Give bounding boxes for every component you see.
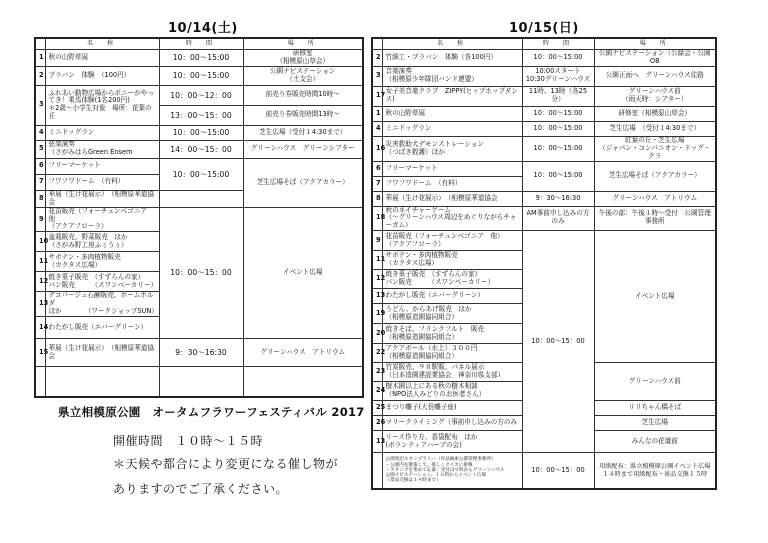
event-place: グリーンハウス前 xyxy=(594,363,716,401)
event-time: 10：00～15:00 xyxy=(522,50,594,67)
table-row xyxy=(35,207,363,232)
event-time xyxy=(159,190,243,207)
event-place: 公園ナビステーション （土支会） xyxy=(243,66,363,85)
event-name: 公園周辺スタンプラリー（作品検索公園管理事務所） ・公園内を散策して、楽しくクイズに挑戦 ・スタンプを集めて応募：受付は９時からグリーンハウス 公園ナビステーション、１０時からイベント広場 （景品交換は１４時まで） xyxy=(382,453,522,489)
day2-title: 10/15(日) xyxy=(509,21,579,36)
event-name: 焼き菓子販売 （すずらんの家） パン販売 （スワンベーカリー） xyxy=(382,270,522,289)
event-name: 花苗販売（フォーチュンベゴニア 他） （アクアフローラ） xyxy=(382,231,522,251)
row-number xyxy=(372,453,382,489)
event-name: 音楽演奏 （相模原少年隊団バンド連盟） xyxy=(382,66,522,86)
event-time: 10：00～15:00 xyxy=(159,158,243,190)
row-number: 10 xyxy=(35,232,45,252)
row-number: 13 xyxy=(372,431,382,453)
row-number: 9 xyxy=(35,207,45,232)
event-place: みんなの花壇前 xyxy=(594,431,716,453)
event-time: 11時、13時（各25分） xyxy=(522,86,594,106)
event-name: 秋のネイチャーゲーム （～グリーンハウス周辺をめぐりながらチャーガム） xyxy=(382,206,522,231)
table-row xyxy=(35,158,363,174)
table-row xyxy=(372,121,716,136)
row-number: 7 xyxy=(372,176,382,191)
event-time: 10：00～15：00 xyxy=(159,207,243,338)
event-place: 公園正面へ グリーンハウス往路 xyxy=(594,66,716,86)
event-time: 10：00～15:00 xyxy=(522,161,594,191)
table-row xyxy=(372,50,716,67)
row-number: 14 xyxy=(35,317,45,339)
event-place: 研修室 （相模原山草会） xyxy=(243,50,363,67)
change-notice-line1: ＊天候や都合により変更になる催し物が xyxy=(113,457,339,471)
event-name: 樹木園以上にある秋の樹木相談 （NPO法人みどりのお医者さん） xyxy=(382,382,522,401)
event-name: 焼きそば、フランクフルト 販売 （相模原造園協同組合） xyxy=(382,324,522,344)
event-name: ミニドッグラン xyxy=(45,125,159,140)
row-number: 6 xyxy=(35,158,45,174)
row-number: 9 xyxy=(372,231,382,251)
event-name: サボテン・多肉植物販売 （カクタス広場） xyxy=(45,252,159,272)
table-row xyxy=(372,206,716,231)
row-number: 15 xyxy=(35,339,45,367)
event-place: 芝生広場 xyxy=(594,416,716,431)
day1-title: 10/14(土) xyxy=(168,21,238,36)
row-number: 19 xyxy=(372,304,382,324)
table-row xyxy=(35,140,363,158)
row-number: 1 xyxy=(372,106,382,121)
row-number: 4 xyxy=(372,121,382,136)
event-place: 前売り券販売時間10時～ xyxy=(243,85,363,105)
row-number: 20 xyxy=(372,324,382,344)
column-header-place: 場 所 xyxy=(243,38,363,50)
event-time: 10：00～15:00 xyxy=(159,50,243,67)
event-name: 焼き菓子販売 （すずらんの家） パン販売 （スワンベーカリー） xyxy=(45,272,159,292)
row-number: 12 xyxy=(35,272,45,292)
event-name: フリーマーケット xyxy=(382,161,522,176)
event-time: 9：30～16:30 xyxy=(159,339,243,367)
row-number: 4 xyxy=(35,125,45,140)
column-header-place: 場 所 xyxy=(594,38,716,50)
opening-hours: 開催時間 １０時～１５時 xyxy=(113,434,264,448)
event-name: 華展（生け花展示） （相模原華道協会 xyxy=(45,339,159,367)
event-name: 華展（生け花展示） （相模原華道協会 xyxy=(382,191,522,206)
event-name: 秋の山野草展 xyxy=(382,106,522,121)
row-number: 17 xyxy=(372,86,382,106)
table-row xyxy=(372,66,716,86)
event-name: フワフワドーム （有料） xyxy=(382,176,522,191)
table-row xyxy=(35,50,363,67)
row-number: 24 xyxy=(372,382,382,401)
event-place: イベント広場 xyxy=(243,207,363,338)
event-name: わたがし販売（エバーグリーン） xyxy=(382,289,522,304)
column-header-time: 時 間 xyxy=(522,38,594,50)
event-name: 災害救助犬デモンストレーション （つばき救護）ほか xyxy=(382,136,522,161)
festival-title: 県立相模原公園 オータムフラワーフェスティバル 2017 xyxy=(58,405,365,419)
event-place: イベント広場 xyxy=(594,231,716,363)
row-number: 8 xyxy=(372,191,382,206)
schedule-table-day2 xyxy=(371,37,717,490)
event-name: リース作り方、香袋配布 ほか (ボランティアハーブの会) xyxy=(382,431,522,453)
row-number: 18 xyxy=(372,206,382,231)
event-time: 10：00～15:00 xyxy=(159,66,243,85)
event-time: 10:00スタート 10:30グリーンハウス xyxy=(522,66,594,86)
event-place: グリーンハウス前 （雨天時：シアター） xyxy=(594,86,716,106)
event-place: 芝生広場そば（アクアカラー） xyxy=(243,158,363,207)
event-name: 女子美音楽クラブ ZIPPY(ヒップホップダンス) xyxy=(382,86,522,106)
column-header-time: 時 間 xyxy=(159,38,243,50)
event-name: フワフワドーム （有料） xyxy=(45,174,159,190)
event-name: プラバン 体験 （100円） xyxy=(45,66,159,85)
event-time: 13：00～15：00 xyxy=(159,105,243,125)
table-row xyxy=(35,66,363,85)
row-number: 25 xyxy=(372,401,382,416)
event-name: アクアボール（水上）３００円 （相模原造園協同組合） xyxy=(382,344,522,363)
row-number: 12 xyxy=(372,270,382,289)
event-time: 9：30～16:30 xyxy=(522,191,594,206)
event-place: 午後の部：午後１時～受付 公園管理事務所 xyxy=(594,206,716,231)
row-number: 11 xyxy=(372,251,382,270)
row-number: 22 xyxy=(372,344,382,363)
row-number: 13 xyxy=(372,289,382,304)
table-row xyxy=(372,231,716,251)
event-name: うどん、からあげ販売 ほか （相模原造園協同組合） xyxy=(382,304,522,324)
table-row xyxy=(372,191,716,206)
event-name: まつり囃子(大長囃子座) xyxy=(382,401,522,416)
event-name: デコパージュ石鹸販売、ホームホルダ ほか （ワークショップSUN） xyxy=(45,292,159,317)
row-number: 26 xyxy=(372,416,382,431)
event-name: 花苗販売（フォーチュンベゴニア 他 （アクアフローラ） xyxy=(45,207,159,232)
event-place: 用紙配布：県立相模原公園イベント広場 １４時まで用紙配布・景品交換１５時 xyxy=(594,453,716,489)
event-place: グリーンハウス アトリウム xyxy=(594,191,716,206)
table-row-empty xyxy=(35,367,363,397)
column-header-name: 名 称 xyxy=(45,38,159,50)
event-name: ふれあい動物広場からポニーがやってき！乗馬体験(1名200円) ＊2歳～小学生対象 場所：花葉の丘 xyxy=(45,85,159,125)
row-number: 11 xyxy=(35,252,45,272)
table-row xyxy=(35,85,363,105)
event-time: 10：00～15:00 xyxy=(159,125,243,140)
event-time: 10：00～15：00 xyxy=(522,453,594,489)
schedule-table-day1 xyxy=(34,37,364,398)
table-row xyxy=(35,339,363,367)
event-name: ツリークライミング（事前申し込みの方のみ xyxy=(382,416,522,431)
event-time: 10：00～15:00 xyxy=(522,121,594,136)
event-place: 前売り券販売時間13時～ xyxy=(243,105,363,125)
row-number: 6 xyxy=(372,161,382,176)
event-place: リリちゃん橋そば xyxy=(594,401,716,416)
row-number: 7 xyxy=(35,174,45,190)
row-number: 3 xyxy=(372,66,382,86)
event-name: サボテン・多肉植物販売 （カクタス広場） xyxy=(382,251,522,270)
row-number: 2 xyxy=(35,66,45,85)
event-time: 10：00～15：00 xyxy=(522,231,594,453)
row-number: 23 xyxy=(372,363,382,382)
event-name: 竹細工・プラバン 体験（各100円） xyxy=(382,50,522,67)
event-time: 10：00～15:00 xyxy=(522,136,594,161)
event-name: フリーマーケット xyxy=(45,158,159,174)
table-row xyxy=(372,161,716,176)
event-time: 10：00～15:00 xyxy=(522,106,594,121)
event-name: 秋の山野草展 xyxy=(45,50,159,67)
event-place: 研修室（相模原山草会） xyxy=(594,106,716,121)
event-place: グリーンハウス グリーンシアター xyxy=(243,140,363,158)
event-time: AM事前申し込みの方のみ xyxy=(522,206,594,231)
event-name: 盆栽販売、野菜販売 ほか （さがみ野工房ふぅうぅ） xyxy=(45,232,159,252)
event-place: グリーンハウス アトリウム xyxy=(243,339,363,367)
table-row xyxy=(372,106,716,121)
row-number: 2 xyxy=(372,50,382,67)
event-name: わたがし販売（エバーグリーン） xyxy=(45,317,159,339)
event-name: ミニドッグラン xyxy=(382,121,522,136)
event-name: 華展（生け花展示） （相模原華道協会 xyxy=(45,190,159,207)
row-number: 5 xyxy=(35,140,45,158)
event-name: 竹炭販売、９８駅販、パネル展示 （日本造園建設業協会 神奈川県支部） xyxy=(382,363,522,382)
change-notice-line2: ありますのでご了承ください。 xyxy=(113,482,289,496)
row-number: 16 xyxy=(372,136,382,161)
event-time: 10：00～12：00 xyxy=(159,85,243,105)
table-row xyxy=(372,453,716,489)
event-name: 弦楽演奏 （さがみはらGreen Ensem xyxy=(45,140,159,158)
table-row xyxy=(372,136,716,161)
event-place: 公園ナビステーション（公緑会・公園OB xyxy=(594,50,716,67)
event-time: 14：00～15：00 xyxy=(159,140,243,158)
row-number: 3 xyxy=(35,85,45,125)
row-number: 1 xyxy=(35,50,45,67)
event-place: 芝生広場そば（アクアカラー） xyxy=(594,161,716,191)
event-place: 芝生広場 （受付１4:30まで） xyxy=(594,121,716,136)
row-number: 13 xyxy=(35,292,45,317)
table-row xyxy=(372,86,716,106)
event-place: 芝生広場（受付１4:30まで） xyxy=(243,125,363,140)
row-number: 8 xyxy=(35,190,45,207)
table-header-row xyxy=(372,38,716,50)
column-header-name: 名 称 xyxy=(382,38,522,50)
table-row xyxy=(35,125,363,140)
event-place: 紅葉の丘・芝生広場 （ジャパン・コンパニオン・ドッグ・クラ xyxy=(594,136,716,161)
table-header-row xyxy=(35,38,363,50)
